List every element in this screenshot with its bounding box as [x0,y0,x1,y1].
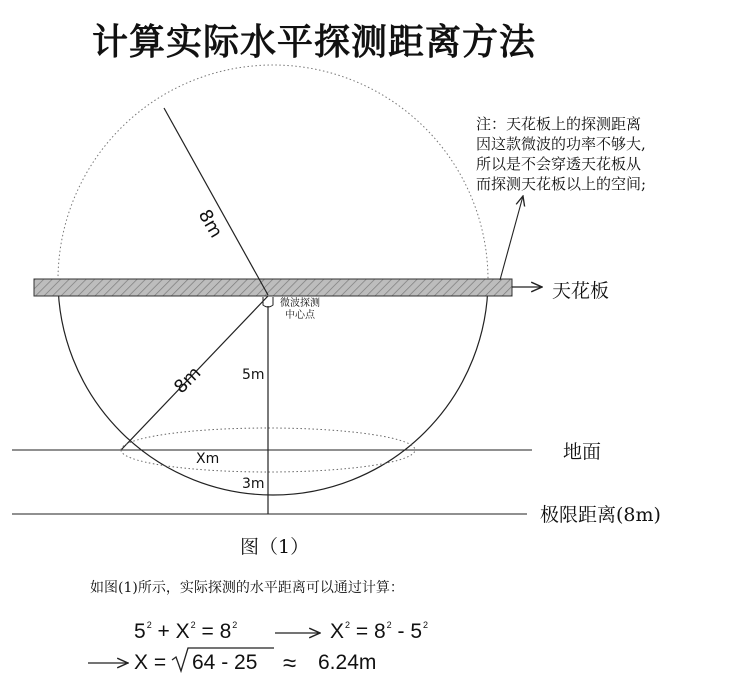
eq-term: = 8 [355,620,386,643]
sensor-center-label [280,298,320,322]
sensor-center-line: 中心点 [285,310,315,321]
note-block [476,114,646,194]
eq-exponent: 2 [190,620,196,630]
eq-term: = 8 [201,620,232,643]
ground-label: 地面 [563,441,602,463]
sphere-lower-arc [58,280,488,495]
eq-term: - 5 [397,620,423,643]
equation-line-1-right [330,620,428,644]
equation-line-1 [134,620,237,644]
limit-distance-label: 极限距离(8m) [540,504,661,526]
sphere-upper-dotted-arc [58,65,488,280]
sensor-center-line: 微波探测 [280,298,320,309]
note-arrow [500,196,523,280]
eq-exponent: 2 [423,620,429,630]
eq-exponent: 2 [386,620,392,630]
note-line: 所以是不会穿透天花板从 [476,155,642,173]
sensor-icon [263,297,273,307]
note-line: 注：天花板上的探测距离 [476,115,642,133]
radius-lower-label: 8m [170,362,206,398]
note-line: 而探测天花板以上的空间; [476,175,647,193]
eq-term: + X [157,620,190,643]
figure-caption: 图（1） [240,536,310,558]
ceiling-bar [34,279,512,296]
ceiling-label: 天花板 [552,280,610,302]
equation-result: 6.24m [318,651,377,674]
equation-x: X = [134,651,167,674]
explanation-text: 如图(1)所示，实际探测的水平距离可以通过计算： [90,580,404,596]
eq-term: 5 [134,620,146,643]
eq-exponent: 2 [146,620,152,630]
radius-upper-line [164,108,268,295]
xm-label: Xm [196,451,220,467]
eq-term: X [330,620,345,643]
note-line: 因这款微波的功率不够大, [476,135,646,153]
equation-radicand: 64 - 25 [192,651,258,674]
height-3m-label: 3m [242,476,265,492]
radius-upper-label: 8m [193,206,227,242]
height-5m-label: 5m [242,367,265,383]
eq-exponent: 2 [345,620,351,630]
page-title: 计算实际水平探测距离方法 [92,22,537,63]
equation-approx: ≈ [283,650,297,677]
eq-exponent: 2 [232,620,238,630]
